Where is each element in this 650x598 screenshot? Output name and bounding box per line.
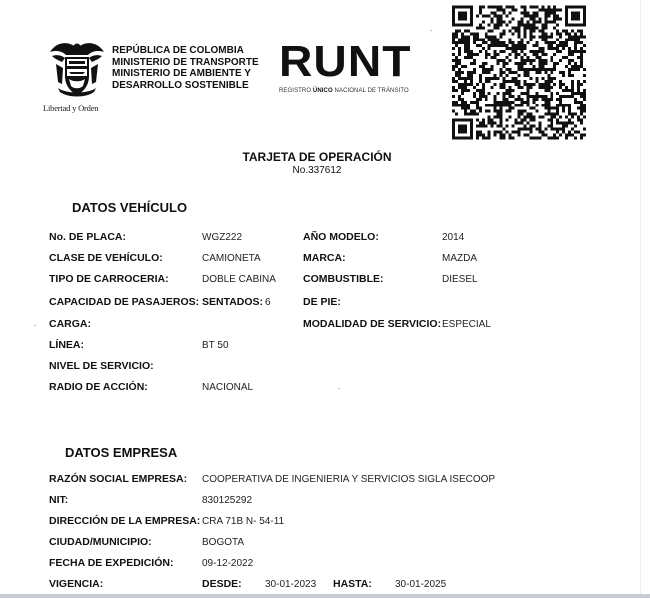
seated-label: SENTADOS: bbox=[202, 296, 264, 308]
seated-value: 6 bbox=[265, 297, 271, 308]
brand-value: MAZDA bbox=[442, 253, 477, 264]
service-mode-value: ESPECIAL bbox=[442, 319, 491, 330]
qr-code-icon bbox=[452, 5, 586, 140]
passenger-capacity-label: CAPACIDAD DE PASAJEROS: bbox=[49, 296, 200, 308]
service-mode-label: MODALIDAD DE SERVICIO: bbox=[303, 318, 442, 330]
line-value: BT 50 bbox=[202, 340, 229, 351]
cargo-label: CARGA: bbox=[49, 318, 91, 330]
brand-label: MARCA: bbox=[303, 252, 346, 264]
company-address-label: DIRECCIÓN DE LA EMPRESA: bbox=[49, 515, 201, 527]
scan-speck bbox=[338, 388, 340, 389]
ministry-line: DESARROLLO SOSTENIBLE bbox=[112, 79, 249, 91]
emblem-motto: Libertad y Orden bbox=[43, 103, 99, 113]
ministry-line: REPÚBLICA DE COLOMBIA bbox=[112, 45, 244, 56]
fuel-value: DIESEL bbox=[442, 274, 478, 285]
scan-speck bbox=[34, 325, 36, 326]
fuel-label: COMBUSTIBLE: bbox=[303, 273, 384, 285]
vehicle-class-value: CAMIONETA bbox=[202, 253, 261, 264]
issue-date-value: 09-12-2022 bbox=[202, 558, 254, 569]
company-address-value: CRA 71B N- 54-11 bbox=[202, 516, 285, 527]
vehicle-section-heading: DATOS VEHÍCULO bbox=[72, 200, 188, 215]
operation-range-value: NACIONAL bbox=[202, 382, 254, 393]
ministry-line: MINISTERIO DE AMBIENTE Y bbox=[112, 68, 251, 79]
validity-label: VIGENCIA: bbox=[49, 578, 104, 590]
scan-speck bbox=[430, 30, 432, 31]
plate-value: WGZ222 bbox=[202, 232, 243, 243]
model-year-value: 2014 bbox=[442, 232, 465, 243]
company-section-heading: DATOS EMPRESA bbox=[65, 445, 178, 460]
standing-label: DE PIE: bbox=[303, 296, 341, 308]
page-edge bbox=[640, 0, 641, 594]
company-name-label: RAZÓN SOCIAL EMPRESA: bbox=[49, 473, 188, 485]
city-label: CIUDAD/MUNICIPIO: bbox=[49, 536, 152, 548]
colombia-coat-of-arms-icon bbox=[48, 38, 106, 100]
nit-label: NIT: bbox=[49, 494, 69, 506]
runt-subtitle-pre: REGISTRO bbox=[279, 88, 312, 94]
document-title: TARJETA DE OPERACIÓN bbox=[242, 150, 392, 164]
issue-date-label: FECHA DE EXPEDICIÓN: bbox=[49, 557, 174, 569]
plate-label: No. DE PLACA: bbox=[49, 231, 126, 243]
vehicle-class-label: CLASE DE VEHÍCULO: bbox=[49, 252, 163, 264]
validity-from-label: DESDE: bbox=[202, 578, 242, 590]
runt-logo: RUNT bbox=[279, 37, 412, 86]
nit-value: 830125292 bbox=[202, 495, 253, 506]
runt-subtitle bbox=[279, 88, 409, 94]
qr-modules bbox=[452, 6, 586, 140]
service-level-label: NIVEL DE SERVICIO: bbox=[49, 360, 154, 372]
runt-subtitle-post: NACIONAL DE TRÁNSITO bbox=[334, 88, 409, 94]
ministry-line: MINISTERIO DE TRANSPORTE bbox=[112, 56, 259, 68]
body-type-label: TIPO DE CARROCERIA: bbox=[49, 273, 169, 285]
document-number: No.337612 bbox=[292, 165, 342, 176]
body-type-value: DOBLE CABINA bbox=[202, 274, 276, 285]
model-year-label: AÑO MODELO: bbox=[303, 231, 379, 243]
validity-from-value: 30-01-2023 bbox=[265, 579, 317, 590]
company-name-value: COOPERATIVA DE INGENIERIA Y SERVICIOS SIGLA ISECOOP bbox=[202, 474, 496, 485]
city-value: BOGOTA bbox=[202, 537, 245, 548]
validity-to-value: 30-01-2025 bbox=[395, 579, 447, 590]
operation-range-label: RADIO DE ACCIÓN: bbox=[49, 381, 148, 393]
validity-to-label: HASTA: bbox=[333, 578, 372, 590]
line-label: LÍNEA: bbox=[49, 339, 84, 351]
viewer-bottom-bar bbox=[0, 594, 650, 598]
ministry-heading bbox=[112, 45, 259, 91]
runt-subtitle-bold: ÚNICO bbox=[312, 88, 333, 94]
